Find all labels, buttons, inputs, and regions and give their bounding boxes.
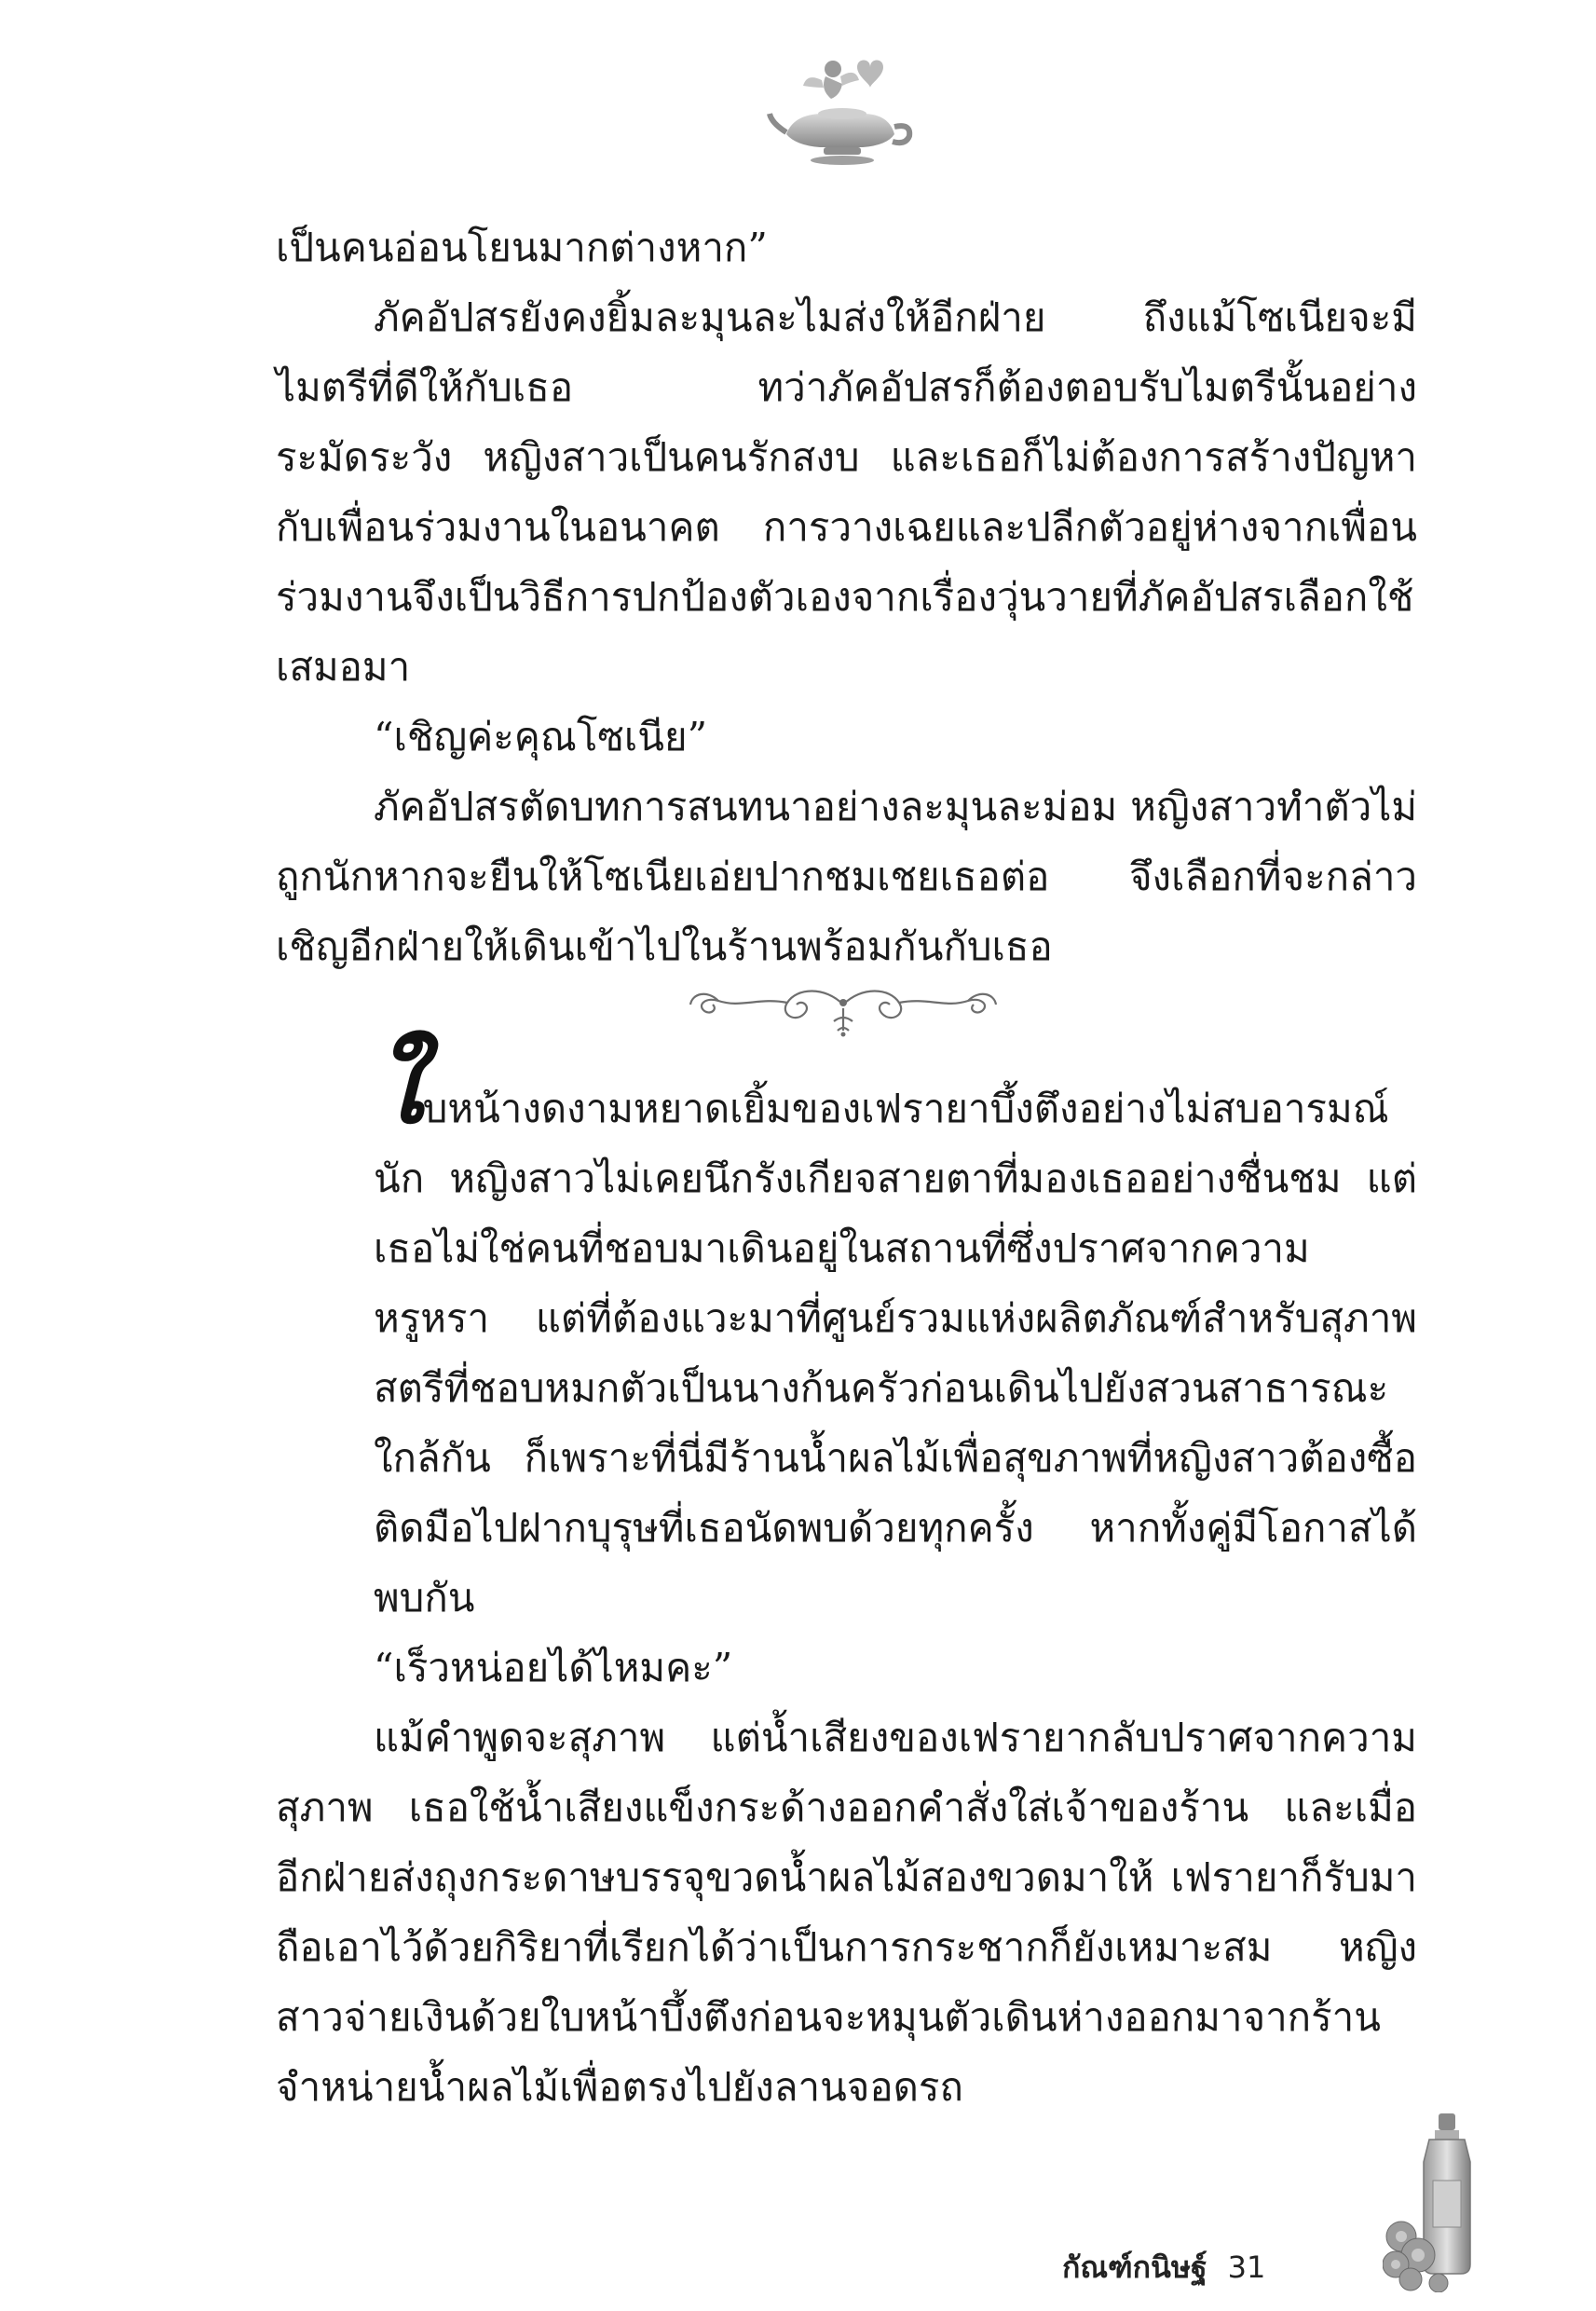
scroll-flourish-divider-icon: [685, 977, 1002, 1042]
page-number: 31: [1227, 2249, 1266, 2285]
paragraph: เป็นคนอ่อนโยนมากต่างหาก”: [276, 225, 768, 270]
paragraph: ภัคอัปสรตัดบทการสนทนาอย่างละมุนละม่อม หญิงสาวทำตัวไม่ถูกนักหากจะยืนให้โซเนียเอ่ยปากชมเชยเธอต่อ จึงเลือกที่จะกล่าวเชิญอีกฝ่ายให้เดินเข้าไปในร้านพร้อมกันกับเธอ: [276, 784, 1417, 969]
paragraph: ภัคอัปสรยังคงยิ้มละมุนละไมส่งให้อีกฝ่าย ถึงแม้โซเนียจะมีไมตรีที่ดีให้กับเธอ ทว่าภัคอัปสรก็ต้องตอบรับไมตรีนั้นอย่างระมัดระวัง หญิงสาวเป็นคนรักสงบ และเธอก็ไม่ต้องการสร้างปัญหากับเพื่อนร่วมงานในอนาคต การวางเฉยและปลีกตัวอยู่ห่างจากเพื่อนร่วมงานจึงเป็นวิธีการปกป้องตัวเองจากเรื่องวุ่นวายที่ภัคอัปสรเลือกใช้เสมอมา: [276, 294, 1417, 690]
text-block-1: [276, 212, 1417, 981]
perfume-bottle-flowers-icon: [1383, 2106, 1485, 2292]
paragraph: “เชิญค่ะคุณโซเนีย”: [374, 714, 708, 759]
author-name: กัณฑ์กนิษฐ์: [1062, 2249, 1207, 2285]
drop-cap: ใ: [374, 1029, 423, 1146]
paragraph-text: บหน้างดงามหยาดเยิ้มของเฟรายาบึ้งตึงอย่างไม่สบอารมณ์นัก หญิงสาวไม่เคยนึกรังเกียจสายตาที่มองเธออย่างชื่นชม แต่เธอไม่ใช่คนที่ชอบมาเดินอยู่ในสถานที่ซึ่งปราศจากความหรูหรา แต่ที่ต้องแวะมาที่ศูนย์รวมแห่งผลิตภัณฑ์สำหรับสุภาพสตรีที่ชอบหมกตัวเป็นนางก้นครัวก่อนเดินไปยังสวนสาธารณะใกล้กัน ก็เพราะที่นี่มีร้านน้ำผลไม้เพื่อสุขภาพที่หญิงสาวต้องซื้อติดมือไปฝากบุรุษที่เธอนัดพบด้วยทุกครั้ง หากทั้งคู่มีโอกาสได้พบกัน: [374, 1086, 1417, 1620]
page-footer: [1062, 2244, 1265, 2291]
cupid-teapot-ornament-icon: [766, 48, 915, 170]
paragraph: [276, 1029, 1417, 1633]
paragraph: แม้คำพูดจะสุภาพ แต่น้ำเสียงของเฟรายากลับปราศจากความสุภาพ เธอใช้น้ำเสียงแข็งกระด้างออกคำสั่งใส่เจ้าของร้าน และเมื่ออีกฝ่ายส่งถุงกระดาษบรรจุขวดน้ำผลไม้สองขวดมาให้ เฟรายาก็รับมาถือเอาไว้ด้วยกิริยาที่เรียกได้ว่าเป็นการกระชากก็ยังเหมาะสม หญิงสาวจ่ายเงินด้วยใบหน้าบึ้งตึงก่อนจะหมุนตัวเดินห่างออกมาจากร้านจำหน่ายน้ำผลไม้เพื่อตรงไปยังลานจอดรถ: [276, 1715, 1417, 2110]
paragraph: “เร็วหน่อยได้ไหมคะ”: [374, 1645, 733, 1690]
text-block-2: [276, 1029, 1417, 2122]
